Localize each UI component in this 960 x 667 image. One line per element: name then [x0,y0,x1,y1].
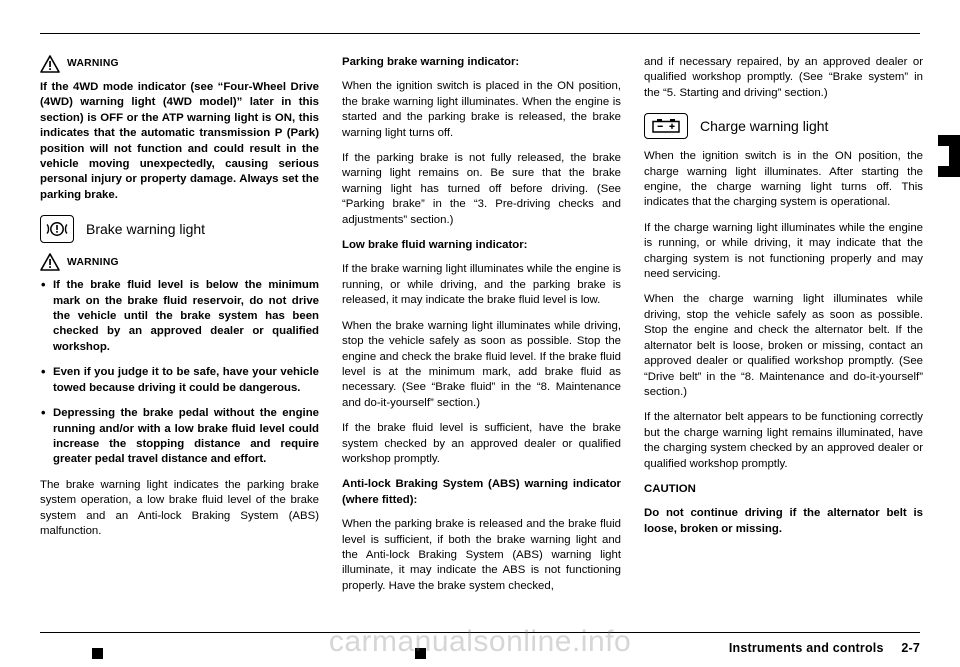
charge-warning-paragraph-1: When the ignition switch is in the ON position, the charge warning light illuminates. After starting the engine, the charge warning light turns off. This indicates that the charging system is operational. [644,150,923,209]
parking-brake-paragraph-1: When the ignition switch is placed in the ON position, the brake warning light illuminates. When the engine is started and the parking brake is released, the brake warning light turns off. [342,80,621,139]
list-item: • Even if you judge it to be safe, have your vehicle towed because driving it could be dangerous. [40,365,319,396]
footer-page-number: 2-7 [901,641,920,655]
column-1 [40,55,319,549]
warning-label: WARNING [67,58,119,70]
abs-warning-continuation: and if necessary repaired, by an approved dealer or qualified workshop promptly. (See “Brake system” in the “5. Starting and driving” section.) [644,56,923,99]
watermark: carmanualsonline.info [328,625,632,658]
low-brake-fluid-heading: Low brake fluid warning indicator: [342,239,528,252]
charge-warning-light-heading: Charge warning light [700,117,829,134]
charge-warning-paragraph-3: When the charge warning light illuminates while driving, stop the vehicle safely as soon as possible. Stop the engine and check the alternator belt. If the alternator belt is loose, broken or missing, contact an approved dealer or qualified workshop promptly. (See “Drive belt” in the “8. Maintenance and do-it-yourself” section.) [644,293,923,398]
page-footer [729,641,920,655]
low-brake-fluid-paragraph-3: If the brake fluid level is sufficient, have the brake system checked by an approved dealer or qualified workshop promptly. [342,422,621,465]
column-3 [644,55,923,547]
brake-warning-symbol-icon [40,215,74,243]
brake-warning-closing-paragraph: The brake warning light indicates the parking brake system operation, a low brake fluid level of the brake system and an Anti-lock Braking System (ABS) malfunction. [40,478,319,537]
top-rule [40,33,920,34]
battery-icon [644,113,688,139]
brake-warning-heading-row [40,215,319,243]
abs-warning-heading: Anti-lock Braking System (ABS) warning indicator (where fitted): [342,478,621,506]
charge-warning-paragraph-2: If the charge warning light illuminates while the engine is running, or while driving, it may indicate that the charging system is not functioning properly and may need servicing. [644,221,923,281]
brake-warning-light-heading: Brake warning light [86,220,206,237]
registration-mark-left [92,648,103,659]
column-2 [342,55,621,604]
warning-triangle-icon [40,55,60,73]
list-item: • Depressing the brake pedal without the engine running and/or with a low brake fluid level could increase the stopping distance and require greater pedal travel distance and effort. [40,406,319,468]
charge-warning-heading-row [644,113,923,139]
warning-triangle-icon [40,253,60,271]
registration-mark-middle [415,648,426,659]
warning-header-2 [40,253,319,271]
warning-header-1 [40,55,319,73]
caution-text: Do not continue driving if the alternator belt is loose, broken or missing. [644,507,923,535]
section-thumb-tab-notch [938,146,949,166]
footer-section-title: Instruments and controls [728,641,884,655]
charge-warning-paragraph-4: If the alternator belt appears to be functioning correctly but the charge warning light remains illuminated, have the charging system checked by an approved dealer or qualified workshop promptly. [644,411,923,470]
parking-brake-indicator-heading: Parking brake warning indicator: [342,56,520,68]
low-brake-fluid-paragraph-1: If the brake warning light illuminates while the engine is running, or while driving, and the parking brake is released, it may indicate the brake fluid level is low. [342,263,621,307]
warning-bullet-list [40,278,319,467]
warning-paragraph-1: If the 4WD mode indicator (see “Four-Wheel Drive (4WD) warning light (4WD model)” later in this section) is OFF or the ATP warning light is ON, this indicates that the automatic transmission P (Park) position will not function and could result in the vehicle moving unexpectedly, causing serious personal injury or property damage. Always set the parking brake. [40,81,319,201]
low-brake-fluid-paragraph-2: When the brake warning light illuminates while driving, stop the vehicle safely as soon as possible. Stop the engine and check the brake fluid level. If the brake fluid level is at the minimum mark, add brake fluid as necessary. (See “Brake fluid” in the “8. Maintenance and do-it-yourself” section.) [342,319,621,409]
list-item: • If the brake fluid level is below the minimum mark on the brake fluid reservoir, do not drive the vehicle until the brake system has been checked by an approved dealer or qualified workshop. [40,278,319,355]
caution-label: CAUTION [644,482,696,495]
warning-label: WARNING [67,256,119,268]
page-columns [40,55,924,615]
parking-brake-paragraph-2: If the parking brake is not fully released, the brake warning light remains on. Be sure that the brake warning light has turned off before driving. (See “Parking brake” in the “3. Pre-driving checks and adjustments” section.) [342,152,621,226]
bottom-rule [40,632,920,633]
abs-warning-paragraph: When the parking brake is released and the brake fluid level is sufficient, if both the brake warning light and the Anti-lock Braking System (ABS) warning light illuminate, it may indicate the ABS is not functioning properly. Have the brake system checked, [342,518,621,592]
